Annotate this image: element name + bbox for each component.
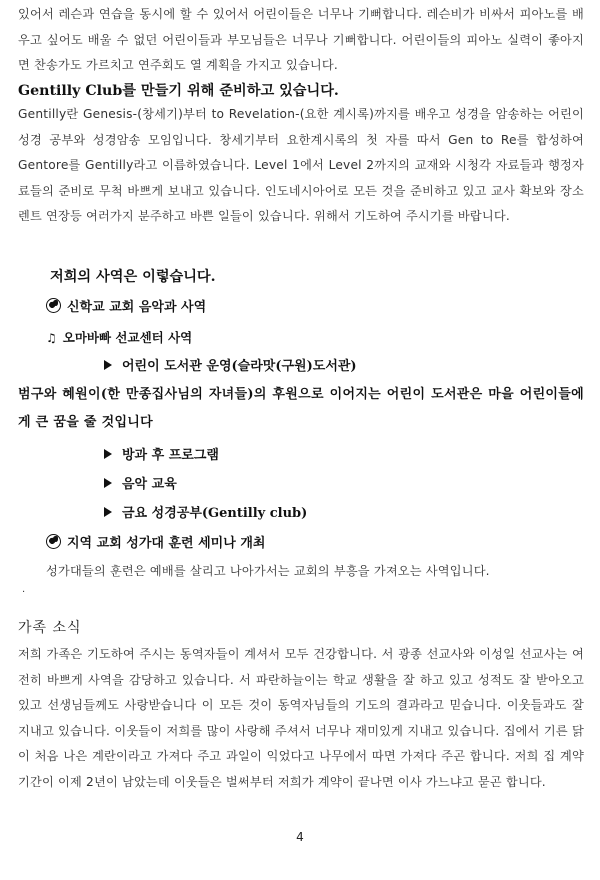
list-item-music-label: 음악 교육	[122, 477, 177, 492]
ministry-subitem-label: 오마바빠 선교센터 사역	[62, 330, 193, 345]
choir-paragraph: 성가대들의 훈련은 예배를 살리고 나아가서는 교회의 부흥을 가져오는 사역입니다.	[46, 564, 490, 578]
globe-icon	[46, 534, 61, 549]
ministry-heading: 저희의 사역은 이렇습니다.	[50, 269, 216, 285]
list-item-bible-study-label: 금요 성경공부(Gentilly club)	[122, 506, 308, 521]
ministry-item-2	[46, 532, 265, 551]
ministry-item-1-label: 신학교 교회 음악과 사역	[67, 300, 207, 315]
music-note-icon: ♫	[46, 331, 57, 345]
list-item-bible-study	[104, 502, 307, 521]
stray-dot: .	[22, 584, 26, 595]
list-item-library	[104, 355, 357, 374]
gentilly-heading: Gentilly Club를 만들기 위해 준비하고 있습니다.	[18, 83, 339, 99]
intro-paragraph: 있어서 레슨과 연습을 동시에 할 수 있어서 어린이들은 너무나 기뻐합니다. 레슨비가 비싸서 피아노를 배우고 싶어도 배울 수 없던 어린이들과 부모님들은 너무나 기뻐합니다. 어린이들의 피아노 실력이 좋아지면 찬송가도 가르치고 연주회도 열 계획을 가지고 있습니다.	[18, 7, 584, 72]
arrow-icon	[104, 478, 112, 488]
arrow-icon	[104, 507, 112, 517]
library-paragraph: 범구와 혜원이(한 만종집사님의 자녀들)의 후원으로 이어지는 어린이 도서관은 마을 어린이들에게 큰 꿈을 줄 것입니다	[18, 387, 584, 430]
ministry-item-1	[46, 296, 206, 315]
family-paragraph: 저희 가족은 기도하여 주시는 동역자들이 계셔서 모두 건강합니다. 서 광종 선교사와 이성일 선교사는 여전히 바쁘게 사역을 감당하고 있습니다. 서 파란하늘이는 학교 생활을 잘 하고 있고 성적도 잘 받아오고 있고 선생님들께도 사랑받습니다 이 모든 것이 동역자님들의 기도의 결과라고 믿습니다. 이웃들과도 잘 지내고 있습니다. 이웃들이 저희를 많이 사랑해 주셔서 너무나 재미있게 지내고 있습니다. 집에서 기른 닭이 처음 나은 계란이라고 가져다 주고 과일이 익었다고 나무에서 따면 가져다 주곤 합니다. 저희 집 계약기간이 이제 2년이 남았는데 이웃들은 벌써부터 저희가 계약이 끝나면 이사 가느냐고 묻곤 합니다.	[18, 647, 584, 789]
family-news-heading: 가족 소식	[18, 620, 82, 636]
ministry-subitem	[46, 328, 192, 346]
globe-icon	[46, 298, 61, 313]
ministry-item-2-label: 지역 교회 성가대 훈련 세미나 개최	[67, 536, 266, 551]
list-item-music	[104, 473, 177, 492]
page-number: 4	[296, 830, 304, 844]
gentilly-paragraph: Gentilly란 Genesis-(창세기)부터 to Revelation-(요한 계시록)까지를 배우고 성경을 암송하는 어린이 성경 공부와 성경암송 모임입니다. 창세기부터 요한계시록의 첫 자를 따서 Gen to Re를 합성하여 Gentore를 Gentilly라고 이름하였습니다. Level 1에서 Level 2까지의 교재와 시청각 자료들과 행정자료들의 준비로 무척 바쁘게 보내고 있습니다. 인도네시아어로 모든 것을 준비하고 있고 교사 확보와 장소 렌트 연장등 여러가지 분주하고 바쁜 일들이 있습니다. 위해서 기도하여 주시기를 바랍니다.	[18, 107, 584, 223]
list-item-afterschool-label: 방과 후 프로그램	[122, 448, 219, 463]
arrow-icon	[104, 360, 112, 370]
list-item-afterschool	[104, 444, 219, 463]
arrow-icon	[104, 449, 112, 459]
list-item-library-label: 어린이 도서관 운영(슬라맛(구원)도서관)	[122, 359, 357, 374]
